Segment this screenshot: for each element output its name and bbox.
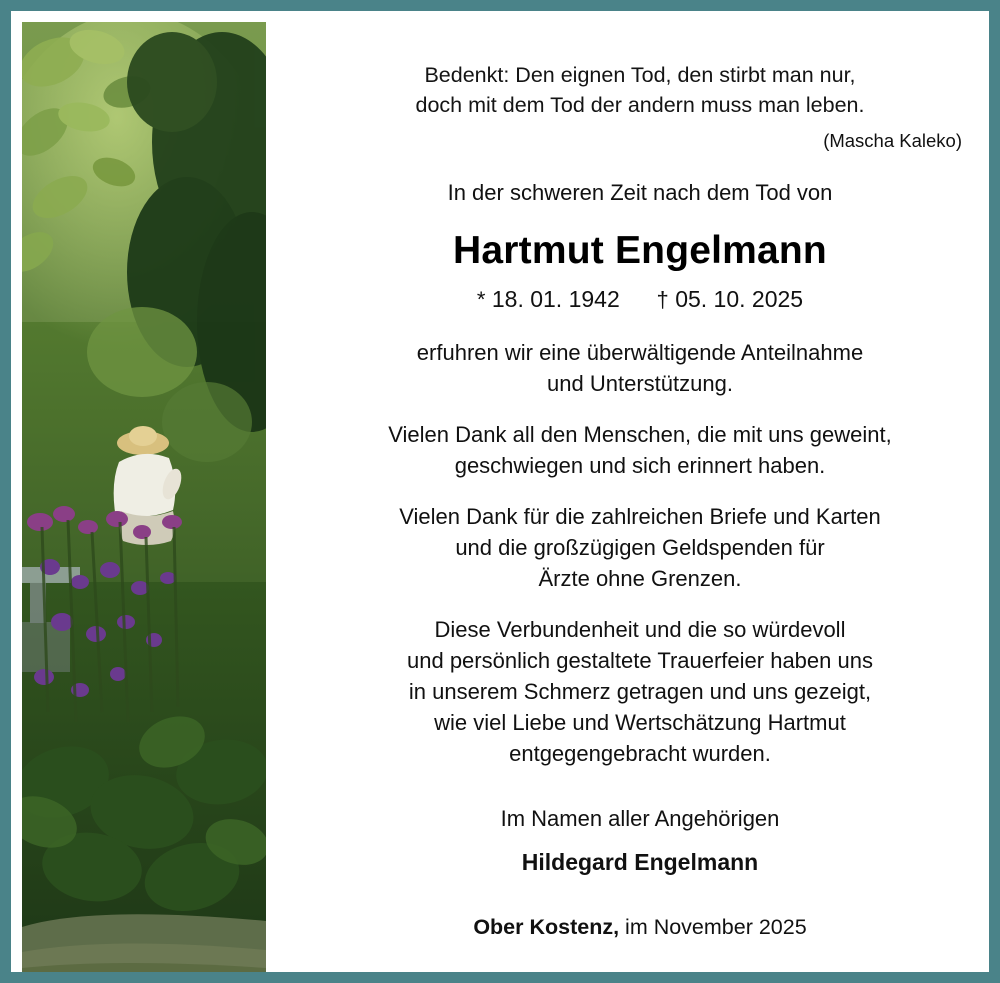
deceased-name: Hartmut Engelmann: [453, 229, 827, 272]
life-dates: [314, 284, 966, 315]
paragraph-4: [314, 614, 966, 769]
closing-text: Im Namen aller Angehörigen: [500, 806, 780, 831]
paragraph-2: [314, 419, 966, 481]
paragraph-3-line-2: und die großzügigen Geldspenden für: [455, 535, 825, 560]
memorial-text-column: [280, 22, 1000, 983]
photo-text-gap: [266, 22, 280, 983]
death-date: 05. 10. 2025: [675, 286, 804, 312]
garden-photo-illustration: [22, 22, 266, 983]
place-name: Ober Kostenz,: [473, 915, 620, 939]
quote-line-2: doch mit dem Tod der andern muss man leben.: [415, 93, 865, 117]
notice-inner: [22, 22, 1000, 983]
lead-text: In der schweren Zeit nach dem Tod von: [447, 180, 833, 205]
memorial-photo: [22, 22, 266, 983]
paragraph-4-line-1: Diese Verbundenheit und die so würdevoll: [434, 617, 846, 642]
paragraph-3-line-3: Ärzte ohne Grenzen.: [538, 566, 742, 591]
paragraph-2-line-1: Vielen Dank all den Menschen, die mit uns geweint,: [388, 422, 892, 447]
paragraph-4-line-2: und persönlich gestaltete Trauerfeier haben uns: [407, 648, 873, 673]
paragraph-2-line-2: geschwiegen und sich erinnert haben.: [454, 453, 826, 478]
death-symbol: †: [656, 287, 669, 312]
paragraph-4-line-3: in unserem Schmerz getragen und uns gezeigt,: [408, 679, 872, 704]
quote-block: [314, 60, 966, 120]
notice-date: im November 2025: [619, 915, 807, 939]
paragraph-1-line-2: und Unterstützung.: [547, 371, 733, 396]
quote-line-1: Bedenkt: Den eignen Tod, den stirbt man nur,: [424, 63, 856, 87]
signature-name: Hildegard Engelmann: [521, 849, 759, 875]
birth-symbol: *: [476, 287, 486, 312]
paragraph-1: [314, 337, 966, 399]
paragraph-4-line-4: wie viel Liebe und Wertschätzung Hartmut: [434, 710, 846, 735]
paragraph-3: [314, 501, 966, 594]
birth-date: 18. 01. 1942: [491, 286, 620, 312]
paragraph-3-line-1: Vielen Dank für die zahlreichen Briefe und Karten: [399, 504, 881, 529]
place-and-date: [314, 912, 966, 942]
paragraph-1-line-1: erfuhren wir eine überwältigende Anteilnahme: [416, 340, 864, 365]
quote-author: (Mascha Kaleko): [823, 130, 962, 151]
paragraph-4-line-5: entgegengebracht wurden.: [509, 741, 771, 766]
